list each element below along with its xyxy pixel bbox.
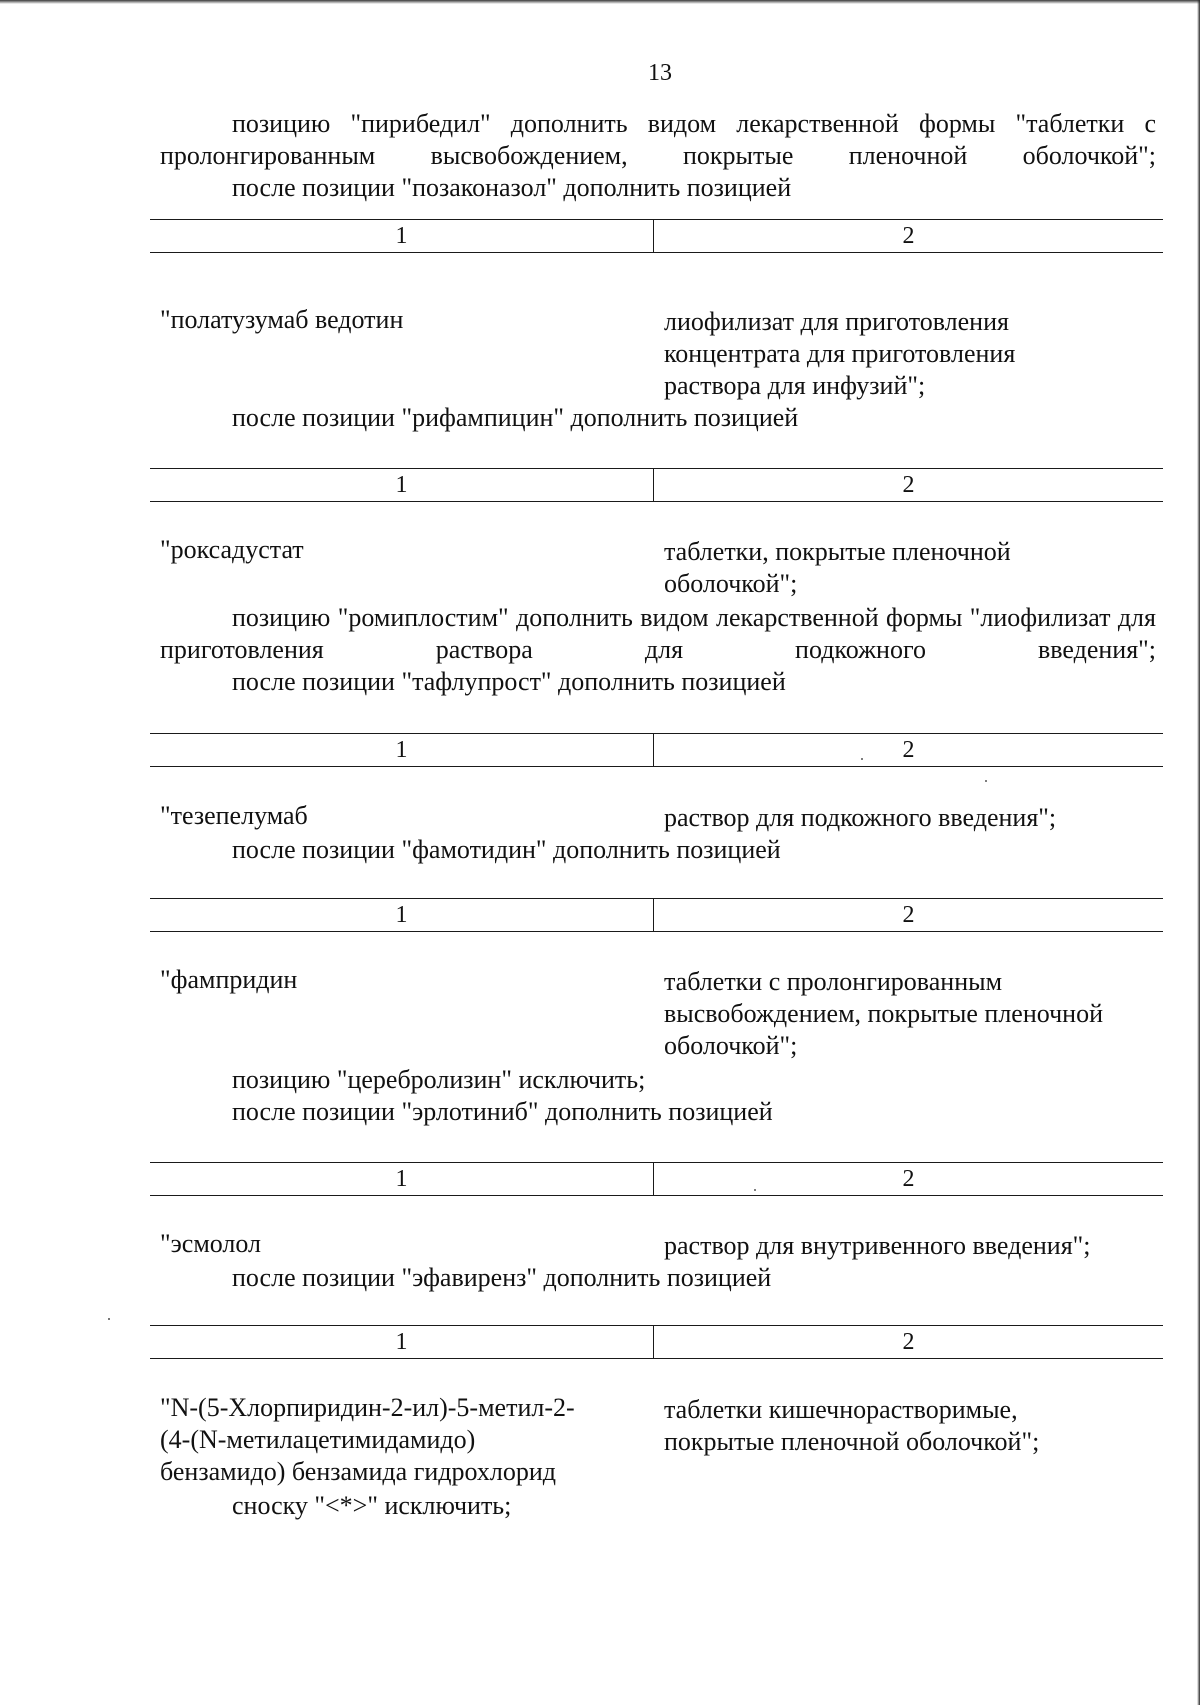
entry-name: "полатузумаб ведотин — [160, 305, 404, 334]
column-header-2: 2 — [902, 1329, 915, 1355]
entry-name-line: (4-(N-метилацетимидамидо) — [160, 1425, 476, 1454]
entry-form-line: раствор для внутривенного введения"; — [664, 1231, 1091, 1260]
column-header-1: 1 — [150, 220, 654, 252]
column-header-table — [150, 733, 1163, 767]
entry-form — [664, 802, 1164, 834]
entry-form-line: лиофилизат для приготовления — [664, 307, 1009, 336]
instruction-line: после позиции "рифампицин" дополнить позицией — [232, 403, 799, 432]
entry-form — [664, 1230, 1164, 1262]
instruction-paragraph: позицию "ромиплостим" дополнить видом лекарственной формы "лиофилизат для приготовления раствора для подкожного введения"; — [160, 603, 1156, 664]
entry-form-line: таблетки кишечнорастворимые, — [664, 1395, 1018, 1424]
column-header-table — [150, 898, 1163, 932]
scan-speck — [985, 780, 987, 782]
entry-form — [664, 306, 1164, 402]
column-header-1: 1 — [150, 899, 654, 931]
intro-paragraph-2: после позиции "позаконазол" дополнить позицией — [232, 173, 792, 202]
entry-form-line: оболочкой"; — [664, 1031, 798, 1060]
entry-form — [664, 966, 1164, 1062]
entry-name: "роксадустат — [160, 535, 304, 564]
entry-name — [160, 1392, 630, 1488]
instruction-line: сноску "<*>" исключить; — [232, 1491, 512, 1520]
column-header-table — [150, 1325, 1163, 1359]
column-header-2: 2 — [902, 1166, 915, 1192]
scan-edge-top — [0, 0, 1200, 4]
column-header-2: 2 — [902, 223, 915, 249]
column-header-2: 2 — [902, 737, 915, 763]
entry-form-line: покрытые пленочной оболочкой"; — [664, 1427, 1040, 1456]
entry-name: "эсмолол — [160, 1229, 262, 1258]
page-number: 13 — [648, 60, 672, 86]
entry-name: "фампридин — [160, 965, 298, 994]
column-header-1: 1 — [150, 734, 654, 766]
scan-speck — [861, 758, 863, 760]
entry-form-line: раствора для инфузий"; — [664, 371, 926, 400]
column-header-table — [150, 468, 1163, 502]
instruction-line: после позиции "эрлотиниб" дополнить позицией — [232, 1097, 773, 1126]
entry-form-line: раствор для подкожного введения"; — [664, 803, 1057, 832]
entry-form-line: таблетки, покрытые пленочной — [664, 537, 1011, 566]
entry-form-line: таблетки с пролонгированным — [664, 967, 1003, 996]
instruction-line: позицию "церебролизин" исключить; — [232, 1065, 646, 1094]
instruction-line: после позиции "фамотидин" дополнить позицией — [232, 835, 781, 864]
column-header-table — [150, 1162, 1163, 1196]
scan-margin-mark — [108, 1318, 110, 1320]
scan-speck — [754, 1189, 756, 1191]
entry-name-line: бензамидо) бензамида гидрохлорид — [160, 1457, 556, 1486]
intro-paragraph-1: позицию "пирибедил" дополнить видом лекарственной формы "таблетки с пролонгированным высвобождением, покрытые пленочной оболочкой"; — [160, 109, 1156, 170]
entry-form — [664, 536, 1164, 600]
column-header-table — [150, 219, 1163, 253]
entry-form-line: высвобождением, покрытые пленочной — [664, 999, 1103, 1028]
column-header-2: 2 — [902, 902, 915, 928]
column-header-2: 2 — [902, 472, 915, 498]
instruction-line: после позиции "тафлупрост" дополнить позицией — [232, 667, 786, 696]
entry-name-line: "N-(5-Хлорпиридин-2-ил)-5-метил-2- — [160, 1393, 575, 1422]
entry-form-line: оболочкой"; — [664, 569, 798, 598]
instruction-line: после позиции "эфавиренз" дополнить позицией — [232, 1263, 772, 1292]
entry-name: "тезепелумаб — [160, 801, 308, 830]
column-header-1: 1 — [150, 1326, 654, 1358]
column-header-1: 1 — [150, 469, 654, 501]
entry-form-line: концентрата для приготовления — [664, 339, 1016, 368]
entry-form — [664, 1394, 1164, 1458]
column-header-1: 1 — [150, 1163, 654, 1195]
